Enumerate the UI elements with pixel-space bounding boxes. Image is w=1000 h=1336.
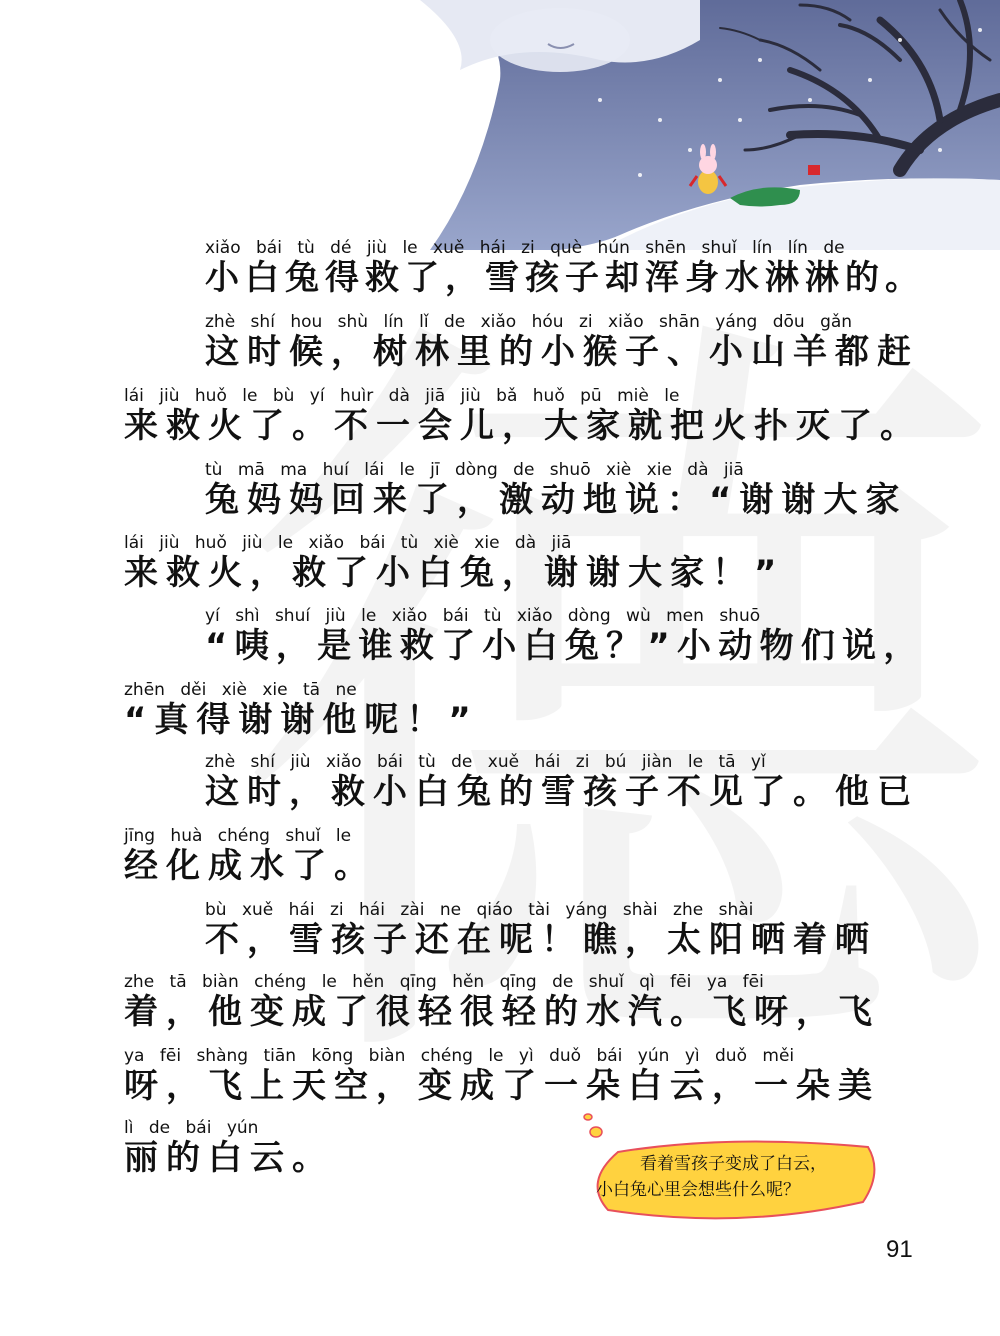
text-line — [124, 533, 925, 593]
text-line — [124, 1046, 925, 1106]
pinyin-row: zhè shí jiù xiǎo bái tù de xuě hái zi bú jiàn le tā yǐ — [205, 752, 766, 772]
hanzi-row: 来救火，救了小白兔，谢谢大家！” — [124, 553, 785, 593]
winter-scene-illustration — [0, 0, 1000, 250]
text-line — [205, 238, 925, 298]
hanzi-row: 这时，救小白兔的雪孩子不见了。他已 — [205, 772, 919, 812]
pinyin-row: ya fēi shàng tiān kōng biàn chéng le yì duǒ bái yún yì duǒ měi — [124, 1046, 795, 1066]
page-number: 91 — [886, 1236, 913, 1263]
pinyin-row: xiǎo bái tù dé jiù le xuě hái zi què hún shēn shuǐ lín lín de — [205, 238, 845, 258]
hanzi-row: 经化成水了。 — [124, 846, 376, 886]
hanzi-row: “真得谢谢他呢！” — [124, 700, 479, 740]
pinyin-row: jīng huà chéng shuǐ le — [124, 826, 352, 846]
text-line — [205, 312, 925, 372]
hanzi-row: 来救火了。不一会儿，大家就把火扑灭了。 — [124, 406, 922, 446]
text-line — [205, 900, 925, 960]
text-line — [124, 972, 925, 1032]
bubble-line-1: 看着雪孩子变成了白云， — [640, 1154, 827, 1174]
pinyin-row: zhe tā biàn chéng le hěn qīng hěn qīng de shuǐ qì fēi ya fēi — [124, 972, 764, 992]
pinyin-row: zhè shí hou shù lín lǐ de xiǎo hóu zi xiǎo shān yáng dōu gǎn — [205, 312, 853, 332]
hanzi-row: 不，雪孩子还在呢！瞧，太阳晒着晒 — [205, 920, 877, 960]
hanzi-row: 丽的白云。 — [124, 1138, 334, 1178]
pinyin-row: lái jiù huǒ jiù le xiǎo bái tù xiè xie dà jiā — [124, 533, 572, 553]
text-line — [124, 680, 925, 740]
hanzi-row: 这时候，树林里的小猴子、小山羊都赶 — [205, 332, 919, 372]
hanzi-row: 着，他变成了很轻很轻的水汽。飞呀，飞 — [124, 992, 880, 1032]
text-line — [205, 460, 925, 520]
hanzi-row: 呀，飞上天空，变成了一朵白云，一朵美 — [124, 1066, 880, 1106]
pinyin-row: yí shì shuí jiù le xiǎo bái tù xiǎo dòng wù men shuō — [205, 606, 761, 626]
pinyin-row: lì de bái yún — [124, 1118, 259, 1138]
hanzi-row: 小白兔得救了，雪孩子却浑身水淋淋的。 — [205, 258, 925, 298]
hanzi-row: “咦，是谁救了小白兔？”小动物们说， — [205, 626, 925, 666]
pinyin-row: tù mā ma huí lái le jī dòng de shuō xiè xie dà jiā — [205, 460, 744, 480]
bubble-line-2: 小白兔心里会想些什么呢？ — [596, 1180, 800, 1200]
hanzi-row: 兔妈妈回来了，激动地说：“谢谢大家 — [205, 480, 908, 520]
text-line — [124, 826, 925, 886]
text-line — [205, 752, 925, 812]
pinyin-row: zhēn děi xiè xie tā ne — [124, 680, 357, 700]
text-line — [124, 386, 925, 446]
pinyin-row: lái jiù huǒ le bù yí huìr dà jiā jiù bǎ huǒ pū miè le — [124, 386, 680, 406]
pinyin-row: bù xuě hái zi hái zài ne qiáo tài yáng shài zhe shài — [205, 900, 754, 920]
text-line — [205, 606, 925, 666]
